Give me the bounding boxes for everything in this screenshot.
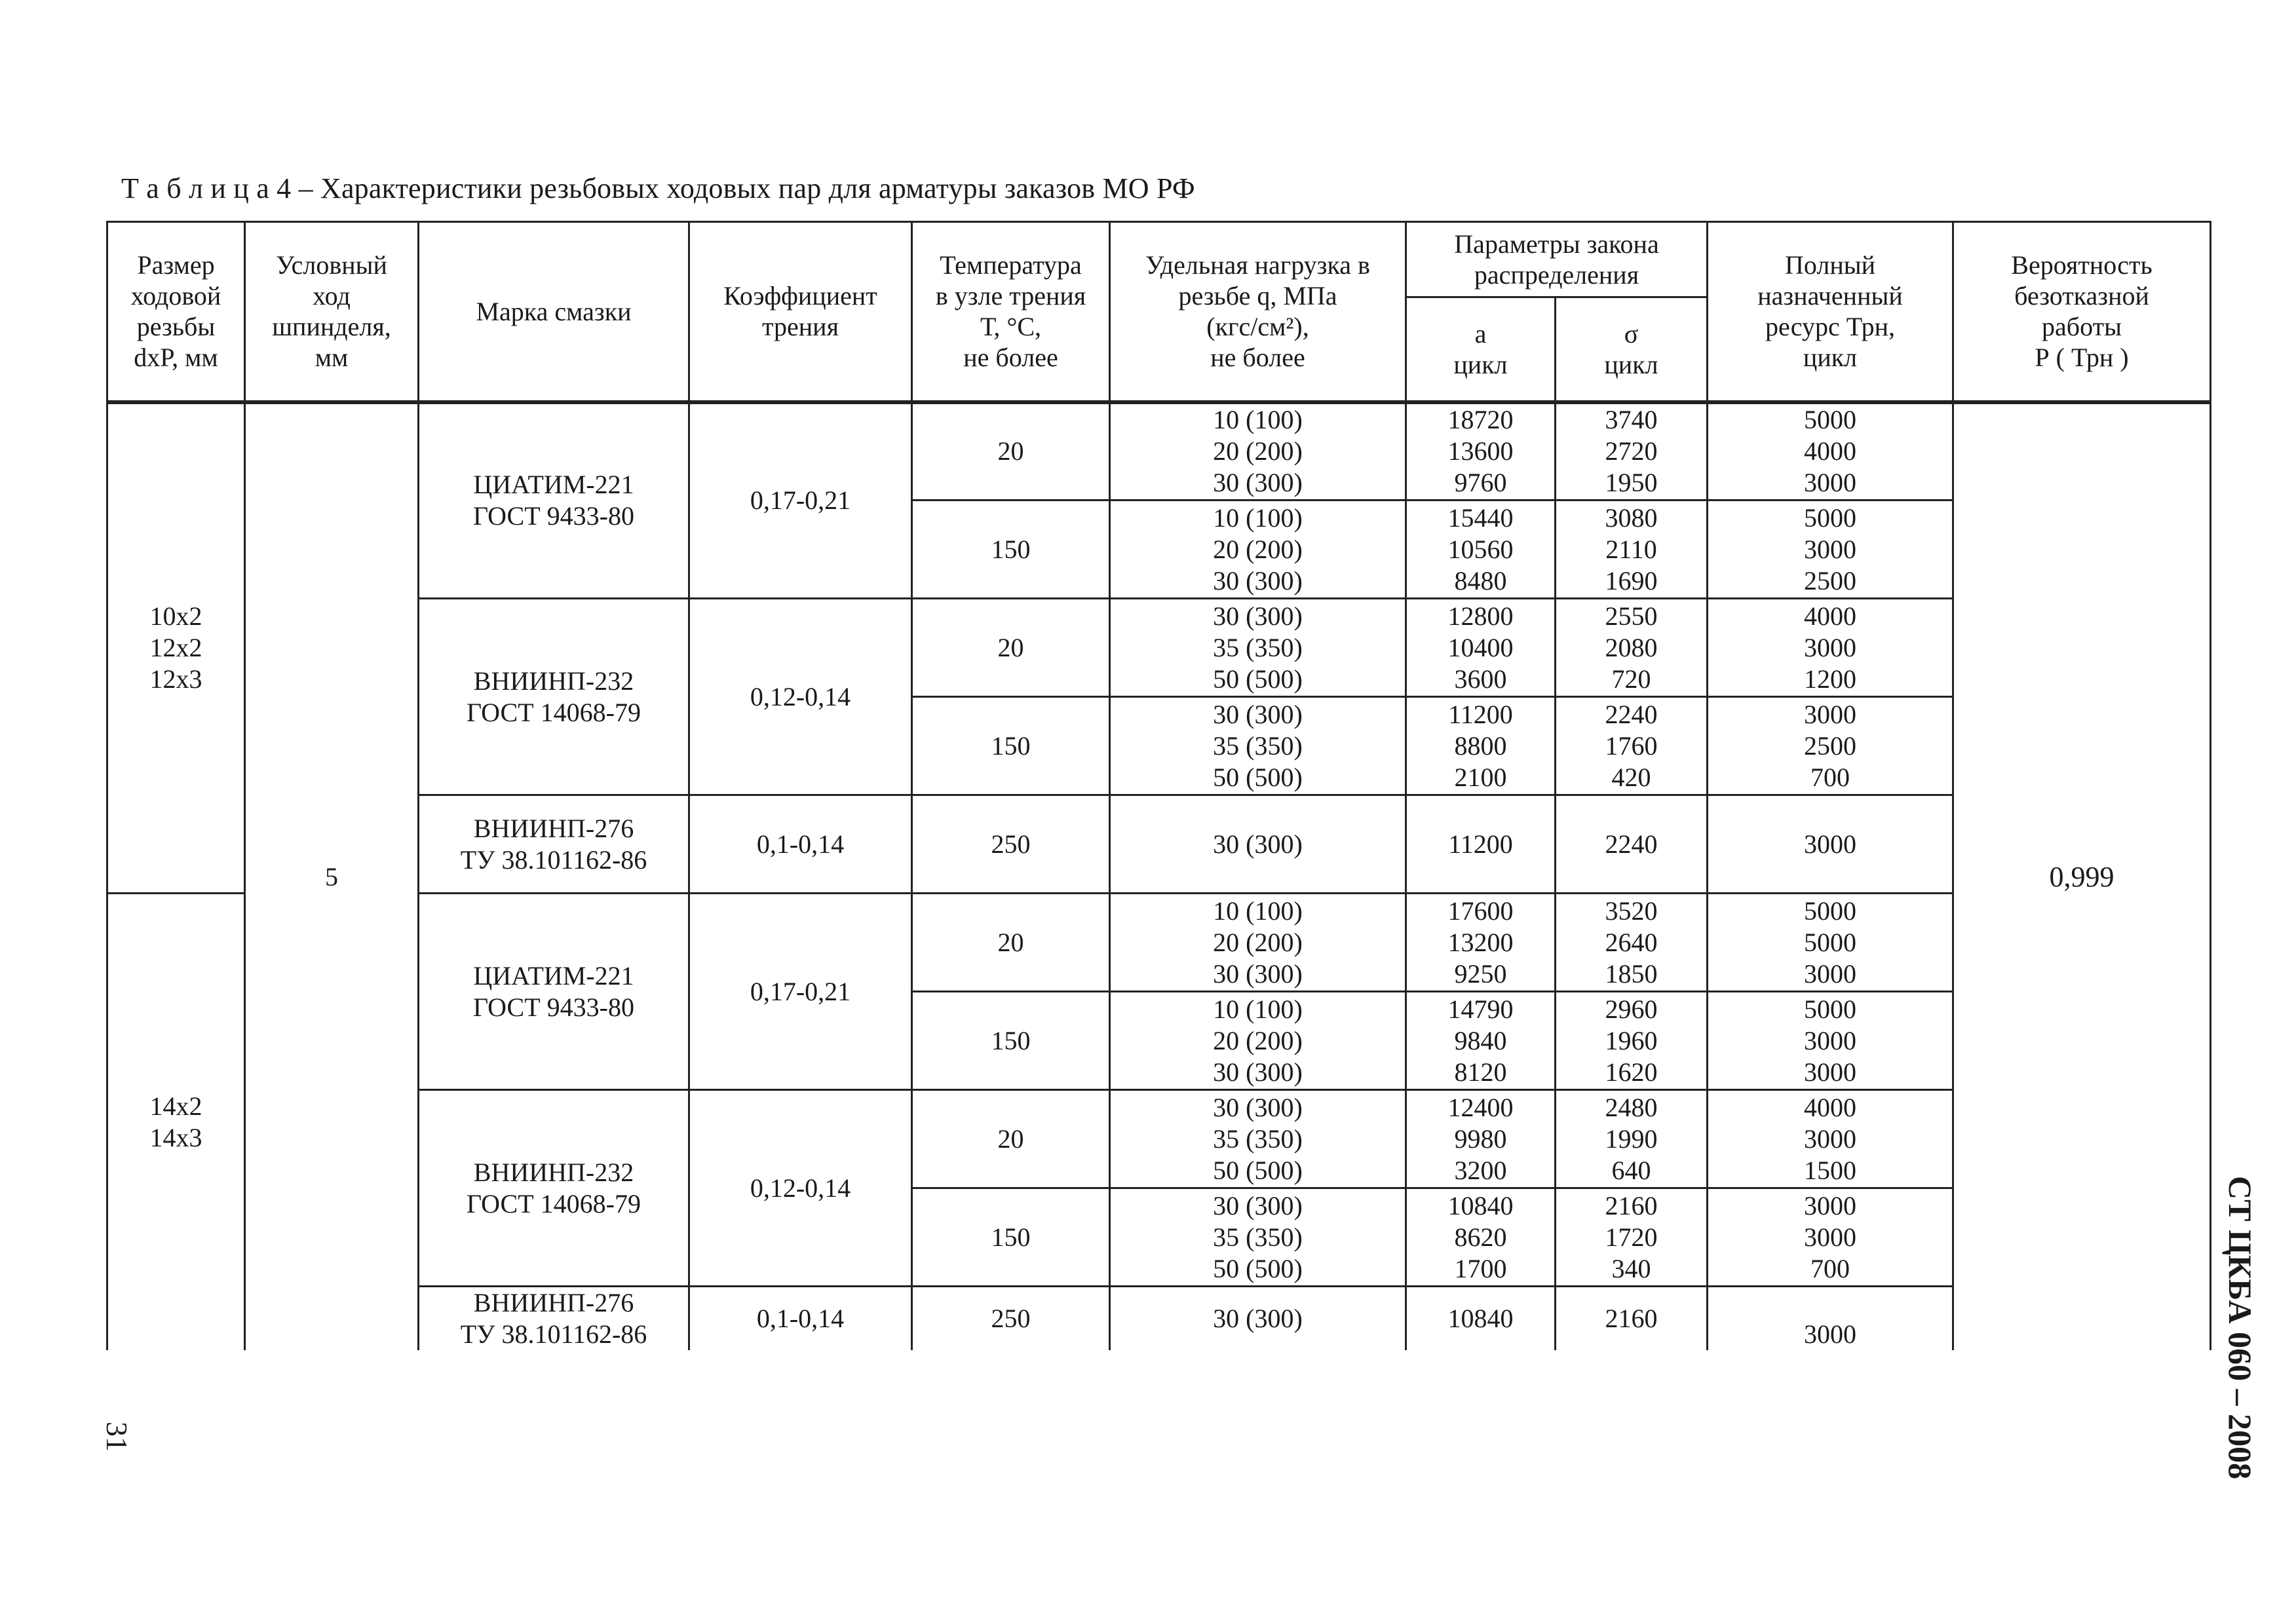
load-cell: 30 (300) 35 (350) 50 (500) — [1110, 1090, 1406, 1188]
lubricant-cell: ВНИИНП-232 ГОСТ 14068-79 — [419, 599, 689, 795]
load-cell: 30 (300) — [1110, 1287, 1406, 1351]
a-cell: 10840 8620 1700 — [1406, 1188, 1556, 1287]
temperature-cell: 20 — [912, 402, 1110, 500]
lubricant-cell: ВНИИНП-276 ТУ 38.101162-86 — [419, 795, 689, 894]
characteristics-table — [106, 221, 2211, 1350]
resource-cell: 3000 2500 700 — [1708, 697, 1953, 795]
resource-cell: 5000 3000 2500 — [1708, 500, 1953, 599]
temperature-cell: 250 — [912, 1287, 1110, 1351]
temperature-cell: 150 — [912, 500, 1110, 599]
lubricant-cell: ВНИИНП-232 ГОСТ 14068-79 — [419, 1090, 689, 1287]
header-friction: Коэффициент трения — [689, 222, 912, 402]
sigma-cell: 3740 2720 1950 — [1556, 402, 1708, 500]
resource-cell: 3000 3000 700 — [1708, 1188, 1953, 1287]
resource-cell: 5000 3000 3000 — [1708, 992, 1953, 1090]
lubricant-cell: ЦИАТИМ-221 ГОСТ 9433-80 — [419, 894, 689, 1090]
load-cell: 10 (100) 20 (200) 30 (300) — [1110, 402, 1406, 500]
header-distribution-params: Параметры закона распределения — [1406, 222, 1708, 297]
page-number: 31 — [100, 1422, 134, 1452]
load-cell: 10 (100) 20 (200) 30 (300) — [1110, 992, 1406, 1090]
friction-cell: 0,17-0,21 — [689, 402, 912, 599]
table-caption: Т а б л и ц а 4 – Характеристики резьбовых ходовых пар для арматуры заказов МО РФ — [121, 172, 1195, 204]
sigma-cell: 2960 1960 1620 — [1556, 992, 1708, 1090]
table-row — [107, 599, 2211, 697]
standard-designation: СТ ЦКБА 060 – 2008 — [2222, 1176, 2259, 1480]
friction-cell: 0,12-0,14 — [689, 599, 912, 795]
resource-cell: 5000 4000 3000 — [1708, 402, 1953, 500]
temperature-cell: 250 — [912, 795, 1110, 894]
table-row — [107, 402, 2211, 500]
probability-cell: 0,999 — [1953, 402, 2211, 1351]
a-cell: 11200 8800 2100 — [1406, 697, 1556, 795]
sigma-cell: 3520 2640 1850 — [1556, 894, 1708, 992]
resource-cell: 4000 3000 1200 — [1708, 599, 1953, 697]
load-cell: 10 (100) 20 (200) 30 (300) — [1110, 500, 1406, 599]
sigma-cell: 2160 — [1556, 1287, 1708, 1351]
header-resource: Полный назначенный ресурс Трн, цикл — [1708, 222, 1953, 402]
a-cell: 10840 — [1406, 1287, 1556, 1351]
sigma-cell: 2550 2080 720 — [1556, 599, 1708, 697]
load-cell: 30 (300) 35 (350) 50 (500) — [1110, 599, 1406, 697]
sigma-cell: 3080 2110 1690 — [1556, 500, 1708, 599]
load-cell: 30 (300) 35 (350) 50 (500) — [1110, 1188, 1406, 1287]
header-temperature: Температура в узле трения Т, °С, не более — [912, 222, 1110, 402]
lubricant-cell: ВНИИНП-276 ТУ 38.101162-86 — [419, 1287, 689, 1351]
table-row — [107, 1287, 2211, 1351]
friction-cell: 0,17-0,21 — [689, 894, 912, 1090]
friction-cell: 0,12-0,14 — [689, 1090, 912, 1287]
a-cell: 11200 — [1406, 795, 1556, 894]
temperature-cell: 20 — [912, 1090, 1110, 1188]
header-lubricant: Марка смазки — [419, 222, 689, 402]
friction-cell: 0,1-0,14 — [689, 795, 912, 894]
sigma-cell: 2240 — [1556, 795, 1708, 894]
stroke-cell: 5 — [245, 402, 419, 1351]
resource-cell: 4000 3000 1500 — [1708, 1090, 1953, 1188]
header-load: Удельная нагрузка в резьбе q, МПа (кгс/см²), не более — [1110, 222, 1406, 402]
header-stroke: Условный ход шпинделя, мм — [245, 222, 419, 402]
a-cell: 12800 10400 3600 — [1406, 599, 1556, 697]
a-cell: 17600 13200 9250 — [1406, 894, 1556, 992]
sigma-cell: 2240 1760 420 — [1556, 697, 1708, 795]
header-probability: Вероятность безотказной работы Р ( Трн ) — [1953, 222, 2211, 402]
thread-size-cell: 14х2 14х3 — [107, 894, 245, 1351]
lubricant-cell: ЦИАТИМ-221 ГОСТ 9433-80 — [419, 402, 689, 599]
table-row — [107, 1090, 2211, 1188]
temperature-cell: 150 — [912, 1188, 1110, 1287]
header-a: а цикл — [1406, 297, 1556, 402]
resource-cell: 3000 — [1708, 1287, 1953, 1351]
table-row — [107, 795, 2211, 894]
header-size: Размер ходовой резьбы dxP, мм — [107, 222, 245, 402]
temperature-cell: 20 — [912, 894, 1110, 992]
friction-cell: 0,1-0,14 — [689, 1287, 912, 1351]
temperature-cell: 150 — [912, 992, 1110, 1090]
temperature-cell: 20 — [912, 599, 1110, 697]
load-cell: 30 (300) 35 (350) 50 (500) — [1110, 697, 1406, 795]
resource-cell: 3000 — [1708, 795, 1953, 894]
header-sigma: σ цикл — [1556, 297, 1708, 402]
a-cell: 18720 13600 9760 — [1406, 402, 1556, 500]
sigma-cell: 2160 1720 340 — [1556, 1188, 1708, 1287]
resource-cell: 5000 5000 3000 — [1708, 894, 1953, 992]
table-row — [107, 894, 2211, 992]
load-cell: 30 (300) — [1110, 795, 1406, 894]
load-cell: 10 (100) 20 (200) 30 (300) — [1110, 894, 1406, 992]
a-cell: 15440 10560 8480 — [1406, 500, 1556, 599]
a-cell: 14790 9840 8120 — [1406, 992, 1556, 1090]
sigma-cell: 2480 1990 640 — [1556, 1090, 1708, 1188]
thread-size-cell: 10х2 12х2 12х3 — [107, 402, 245, 894]
a-cell: 12400 9980 3200 — [1406, 1090, 1556, 1188]
temperature-cell: 150 — [912, 697, 1110, 795]
